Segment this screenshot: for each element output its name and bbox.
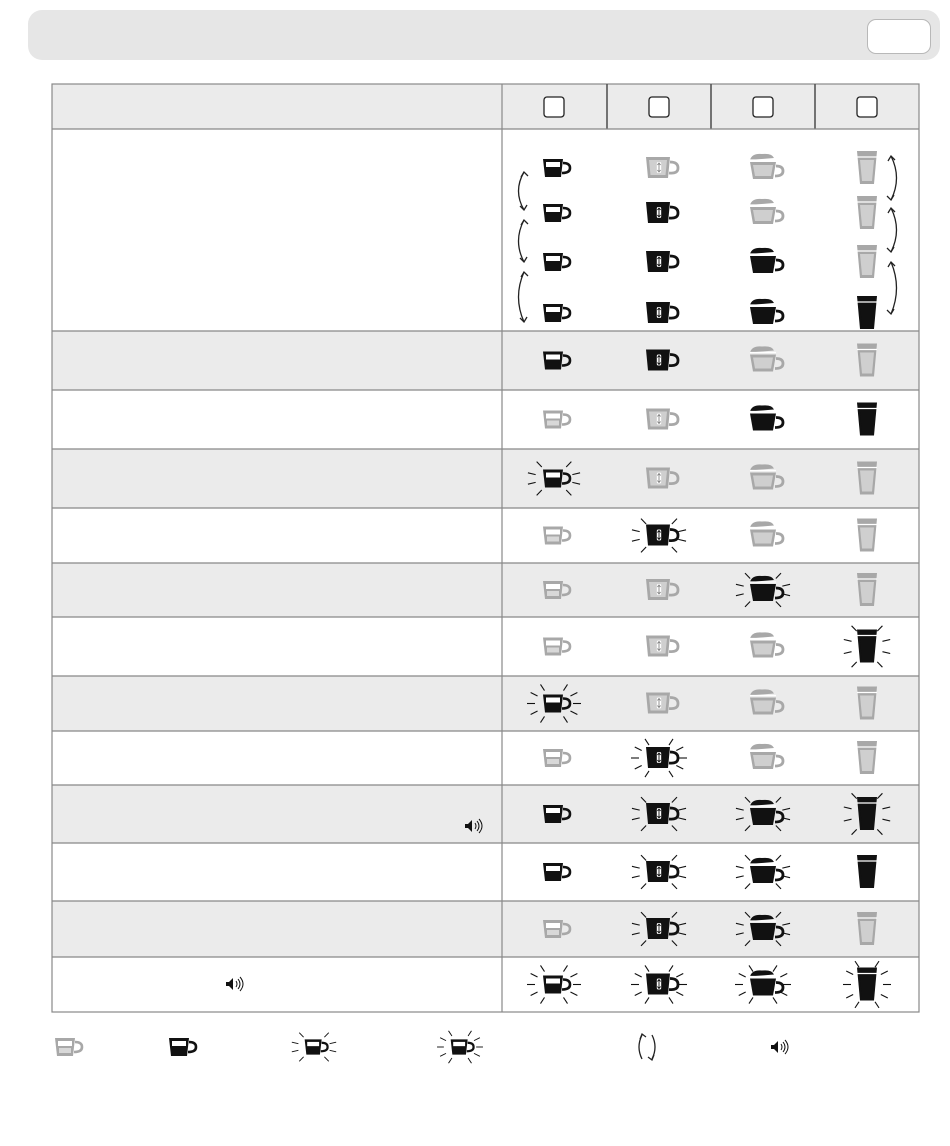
latte-cup-icon (857, 462, 877, 495)
lungo-cup-icon (646, 202, 678, 223)
lungo-cup-icon (646, 302, 678, 323)
cappuccino-cup-icon (750, 521, 783, 546)
cappuccino-cup-icon (750, 154, 783, 179)
cappuccino-cup-icon (750, 405, 783, 430)
espresso-cup-icon (543, 204, 570, 222)
espresso-cup-icon (543, 253, 570, 271)
latte-cup-icon (857, 912, 877, 945)
latte-cup-icon (857, 741, 877, 774)
button-lungo-icon (649, 97, 669, 117)
lungo-cup-icon (646, 251, 678, 272)
cappuccino-cup-icon (750, 299, 783, 324)
sequence-cycle-icon (887, 208, 897, 252)
row-shade (52, 901, 919, 957)
button-latte-icon (857, 97, 877, 117)
latte-cup-icon (857, 296, 877, 329)
lungo-cup-icon (631, 739, 687, 777)
row-shade (52, 676, 919, 731)
latte-cup-icon (857, 573, 877, 606)
button-cappuccino-icon (753, 97, 773, 117)
latte-cup-icon (857, 855, 877, 888)
latte-cup-icon (857, 245, 877, 278)
sequence-cycle-icon (519, 172, 529, 210)
lungo-cup-icon (646, 157, 678, 178)
row-shade (52, 331, 919, 390)
table-frame (52, 84, 919, 1012)
sequence-cycle-icon (887, 262, 897, 314)
sequence-cycle-icon (887, 156, 897, 200)
row-shade (52, 785, 919, 843)
latte-cup-icon (857, 687, 877, 720)
cappuccino-cup-icon (736, 855, 790, 889)
cappuccino-cup-icon (750, 744, 783, 769)
lungo-cup-icon (632, 855, 686, 889)
row-shade (52, 449, 919, 508)
latte-cup-icon (857, 196, 877, 229)
cappuccino-cup-icon (750, 632, 783, 657)
latte-cup-icon (857, 403, 877, 436)
espresso-cup-icon (543, 159, 570, 177)
cappuccino-cup-icon (735, 965, 791, 1003)
cappuccino-cup-icon (750, 248, 783, 273)
sequence-cycle-icon (519, 272, 529, 322)
latte-cup-icon (857, 344, 877, 377)
lungo-cup-icon (631, 965, 687, 1003)
latte-cup-icon (857, 151, 877, 184)
lungo-cup-icon (632, 519, 686, 553)
sound-icon (226, 977, 243, 991)
espresso-cup-icon (543, 411, 570, 429)
table-header-row (52, 84, 919, 129)
lungo-cup-icon (646, 636, 678, 657)
espresso-cup-icon (543, 304, 570, 322)
sequence-cycle-icon (519, 220, 529, 262)
espresso-cup-icon (527, 965, 581, 1003)
latte-cup-icon (844, 626, 890, 667)
espresso-cup-icon (543, 749, 570, 767)
espresso-cup-icon (543, 527, 570, 545)
row-shade (52, 563, 919, 617)
lungo-cup-icon (646, 409, 678, 430)
espresso-cup-icon (543, 638, 570, 656)
button-espresso-icon (544, 97, 564, 117)
latte-cup-icon (857, 519, 877, 552)
cappuccino-cup-icon (750, 199, 783, 224)
espresso-cup-icon (543, 863, 570, 881)
latte-cup-icon (843, 961, 891, 1008)
